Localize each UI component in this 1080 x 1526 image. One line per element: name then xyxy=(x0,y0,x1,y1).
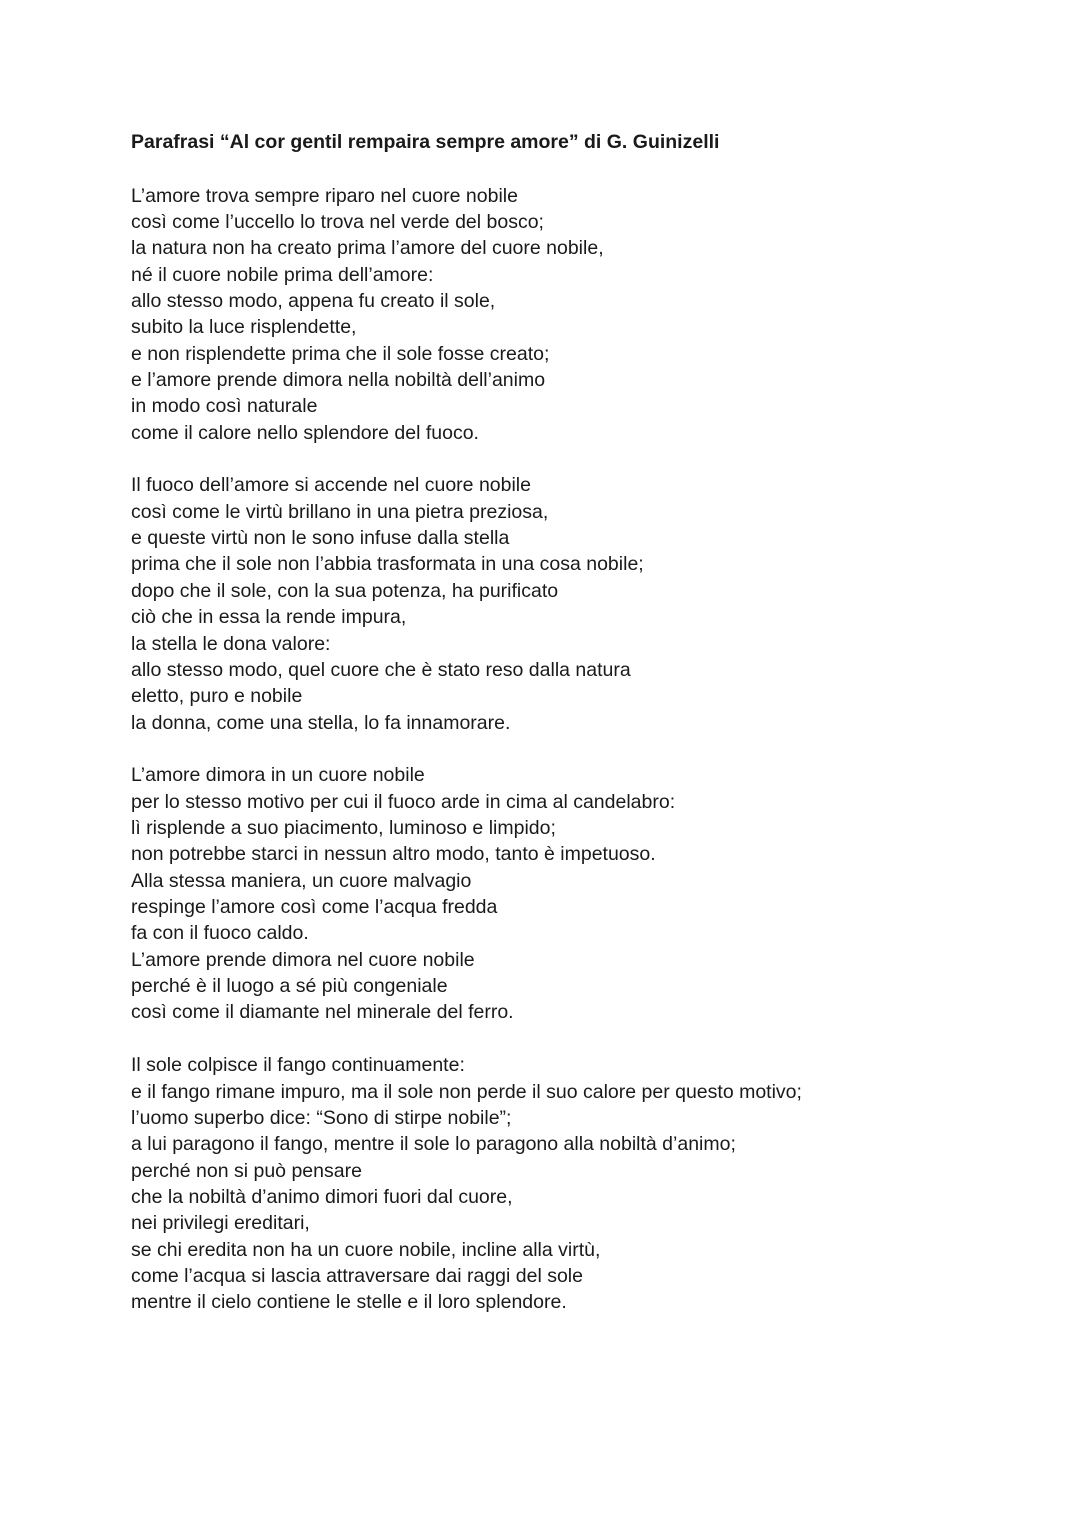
poem-line: ciò che in essa la rende impura, xyxy=(131,606,407,629)
poem-line: e l’amore prende dimora nella nobiltà dell’animo xyxy=(131,368,546,391)
poem-line: L’amore dimora in un cuore nobile xyxy=(131,764,425,787)
poem-line: la natura non ha creato prima l’amore del cuore nobile, xyxy=(131,237,604,260)
stanza-3 xyxy=(131,762,1031,1025)
poem-line: né il cuore nobile prima dell’amore: xyxy=(131,263,434,286)
poem-line: come il calore nello splendore del fuoco. xyxy=(131,421,479,444)
poem-line: eletto, puro e nobile xyxy=(131,685,303,708)
poem-line: se chi eredita non ha un cuore nobile, incline alla virtù, xyxy=(131,1238,601,1261)
poem-line: perché non si può pensare xyxy=(131,1159,362,1182)
poem-line: così come il diamante nel minerale del ferro. xyxy=(131,1001,514,1024)
poem-line: e queste virtù non le sono infuse dalla stella xyxy=(131,527,510,550)
stanza-1 xyxy=(131,183,1031,446)
document-page xyxy=(131,128,1031,1316)
poem-line: dopo che il sole, con la sua potenza, ha purificato xyxy=(131,579,559,602)
poem-line: a lui paragono il fango, mentre il sole lo paragono alla nobiltà d’animo; xyxy=(131,1133,736,1156)
poem-line: e non risplendette prima che il sole fosse creato; xyxy=(131,342,550,365)
poem-line: L’amore prende dimora nel cuore nobile xyxy=(131,948,475,971)
poem-line: Il sole colpisce il fango continuamente: xyxy=(131,1054,465,1077)
poem-line: subito la luce risplendette, xyxy=(131,316,357,339)
poem-line: la stella le dona valore: xyxy=(131,632,331,655)
poem-line: non potrebbe starci in nessun altro modo, tanto è impetuoso. xyxy=(131,843,656,866)
poem-line: respinge l’amore così come l’acqua fredda xyxy=(131,896,498,919)
poem-line: che la nobiltà d’animo dimori fuori dal cuore, xyxy=(131,1186,513,1209)
poem-line: come l’acqua si lascia attraversare dai raggi del sole xyxy=(131,1265,583,1288)
stanza-2 xyxy=(131,472,1031,735)
poem-line: L’amore trova sempre riparo nel cuore nobile xyxy=(131,184,518,207)
poem-line: prima che il sole non l’abbia trasformata in una cosa nobile; xyxy=(131,553,644,576)
poem-line: l’uomo superbo dice: “Sono di stirpe nobile”; xyxy=(131,1107,512,1129)
poem-line: fa con il fuoco caldo. xyxy=(131,922,309,945)
poem-line: mentre il cielo contiene le stelle e il loro splendore. xyxy=(131,1291,567,1314)
poem-line: la donna, come una stella, lo fa innamorare. xyxy=(131,711,511,734)
poem-line: allo stesso modo, appena fu creato il sole, xyxy=(131,289,496,312)
document-title: Parafrasi “Al cor gentil rempaira sempre amore” di G. Guinizelli xyxy=(131,131,720,153)
poem-line: allo stesso modo, quel cuore che è stato reso dalla natura xyxy=(131,658,631,681)
stanza-4 xyxy=(131,1052,1031,1315)
poem-line: e il fango rimane impuro, ma il sole non perde il suo calore per questo motivo; xyxy=(131,1080,802,1103)
poem-line: Il fuoco dell’amore si accende nel cuore nobile xyxy=(131,474,531,497)
poem-line: lì risplende a suo piacimento, luminoso e limpido; xyxy=(131,817,556,840)
poem-line: così come l’uccello lo trova nel verde del bosco; xyxy=(131,210,544,233)
poem-line: perché è il luogo a sé più congeniale xyxy=(131,975,448,998)
poem-line: in modo così naturale xyxy=(131,395,318,418)
poem-line: per lo stesso motivo per cui il fuoco arde in cima al candelabro: xyxy=(131,790,676,813)
poem-line: così come le virtù brillano in una pietra preziosa, xyxy=(131,500,549,523)
poem-line: Alla stessa maniera, un cuore malvagio xyxy=(131,869,472,892)
poem-line: nei privilegi ereditari, xyxy=(131,1212,310,1235)
